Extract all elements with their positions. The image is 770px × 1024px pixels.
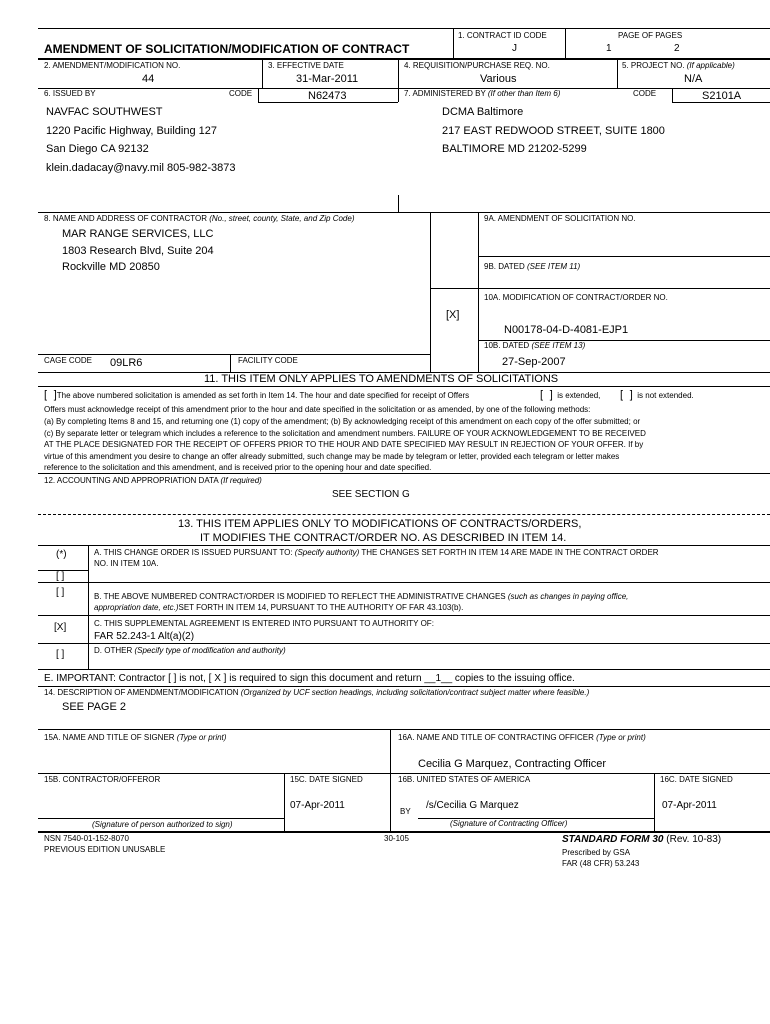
divider [672, 88, 673, 102]
cage-label: CAGE CODE [44, 356, 93, 365]
row-rule [38, 729, 770, 730]
item14-label-text: 14. DESCRIPTION OF AMENDMENT/MODIFICATION [44, 688, 239, 697]
item11-not-extended [620, 389, 694, 401]
item13b-note: (such as changes in paying office, [507, 592, 629, 601]
bracket-right: ] [549, 389, 553, 401]
item11-line1-text: The above numbered solicitation is amended as set forth in Item 14. The hour and date specified for receipt of Offers [56, 391, 470, 400]
contract-id-value: J [512, 43, 517, 54]
item13a-mark: (*) [56, 549, 67, 560]
project-value: N/A [684, 73, 703, 85]
contractor-label-note: (No., street, county, State, and Zip Code) [209, 214, 355, 223]
row-rule [38, 686, 770, 687]
item9b-note: (SEE ITEM 11) [526, 262, 581, 271]
project-label-note: (If applicable) [686, 61, 735, 70]
contractor-line1: MAR RANGE SERVICES, LLC [62, 228, 214, 240]
row-rule [38, 545, 770, 546]
item12-label-text: 12. ACCOUNTING AND APPROPRIATION DATA [44, 476, 219, 485]
item13d-mark: [ ] [56, 649, 65, 660]
divider [390, 729, 391, 832]
contractor-label-text: 8. NAME AND ADDRESS OF CONTRACTOR [44, 214, 207, 223]
row-rule [38, 643, 770, 644]
item13d-note: (Specify type of modification and authority) [134, 646, 286, 655]
divider [654, 773, 655, 832]
item12-value: SEE SECTION G [332, 489, 410, 500]
not-extended-text: is not extended. [637, 391, 694, 400]
bracket-right: ] [629, 389, 633, 401]
item13d-label: D. OTHER [94, 646, 133, 655]
issuer-line2: 1220 Pacific Highway, Building 127 [46, 125, 218, 137]
row-rule [258, 102, 398, 103]
issuer-line3: San Diego CA 92132 [46, 143, 149, 155]
form-title: AMENDMENT OF SOLICITATION/MODIFICATION OF CONTRACT [44, 42, 410, 56]
issuer-line1: NAVFAC SOUTHWEST [46, 106, 163, 118]
row-rule [38, 669, 770, 670]
contract-id-label: 1. CONTRACT ID CODE [458, 31, 547, 40]
row-rule [478, 256, 770, 257]
project-label-text: 5. PROJECT NO. [622, 61, 685, 70]
item11-line7: reference to the solicitation and this amendment, and is received prior to the opening hour and date specified. [44, 463, 432, 472]
contractor-label [44, 214, 355, 223]
footer-far: FAR (48 CFR) 53.243 [562, 859, 640, 868]
row-rule [38, 514, 770, 515]
item15b-label: 15B. CONTRACTOR/OFFEROR [44, 775, 161, 784]
item16a-label [398, 733, 646, 742]
item9b-label [484, 262, 580, 271]
item15a-note: (Type or print) [176, 733, 227, 742]
page-of-pages-label: PAGE OF PAGES [618, 31, 683, 40]
item13a-note: (Specify authority) [294, 548, 360, 557]
code-label: CODE [229, 89, 253, 98]
administered-label-text: 7. ADMINISTERED BY [404, 89, 486, 98]
admin-line3: BALTIMORE MD 21202-5299 [442, 143, 587, 155]
footer-form [562, 834, 721, 845]
item15c-value: 07-Apr-2011 [290, 800, 345, 811]
facility-label: FACILITY CODE [238, 356, 298, 365]
bottom-rule [38, 831, 770, 833]
item13b-note2: appropriation date, etc.) [94, 603, 179, 612]
important-line: E. IMPORTANT: Contractor [ ] is not, [ X ] is required to sign this document and return __1__ copies to the issuing office. [44, 673, 575, 684]
item11-extended [540, 389, 600, 401]
item13a-text: A. THIS CHANGE ORDER IS ISSUED PURSUANT TO: [94, 548, 293, 557]
bracket-left: [ [620, 389, 624, 401]
divider [258, 88, 259, 102]
effective-date-label: 3. EFFECTIVE DATE [268, 61, 344, 70]
item13c-text: C. THIS SUPPLEMENTAL AGREEMENT IS ENTERED INTO PURSUANT TO AUTHORITY OF: [94, 619, 434, 628]
item16a-note: (Type or print) [596, 733, 646, 742]
row-rule [38, 773, 770, 774]
divider [398, 58, 399, 88]
item16-by: BY [400, 807, 411, 816]
divider [565, 28, 566, 58]
row-rule [38, 582, 770, 583]
contractor-line2: 1803 Research Blvd, Suite 204 [62, 245, 214, 257]
cage-value: 09LR6 [110, 357, 143, 369]
row-rule [672, 102, 770, 103]
code-value: N62473 [308, 90, 347, 102]
amendment-no-value: 44 [142, 73, 155, 85]
item11-line5: AT THE PLACE DESIGNATED FOR THE RECEIPT OF OFFERS PRIOR TO THE HOUR AND DATE SPECIFIED MAY RESULT IN REJECTION OF YOUR OFFER. If by [44, 440, 644, 449]
row-rule [38, 212, 770, 213]
item13b-text1 [94, 592, 628, 601]
item16a-label-text: 16A. NAME AND TITLE OF CONTRACTING OFFICER [398, 733, 594, 742]
row-rule [38, 386, 770, 387]
bracket-right: ] [53, 389, 57, 401]
item10a-label: 10A. MODIFICATION OF CONTRACT/ORDER NO. [484, 293, 668, 302]
item13a-rest: THE CHANGES SET FORTH IN ITEM 14 ARE MADE IN THE CONTRACT ORDER [361, 548, 659, 557]
item14-label [44, 688, 589, 697]
item11-line3: (a) By completing Items 8 and 15, and returning one (1) copy of the amendment; (b) By acknowledging receipt of this amendment on each copy of the offer submitted; or [44, 417, 641, 426]
item16-signature: /s/Cecilia G Marquez [426, 800, 519, 811]
item10-checkbox: [X] [446, 309, 460, 321]
item11-line1 [44, 389, 469, 401]
divider [478, 212, 479, 372]
item12-label-note: (If required) [220, 476, 262, 485]
item13a-text1 [94, 548, 659, 557]
administered-label [404, 89, 560, 98]
divider [453, 28, 454, 58]
item10b-value: 27-Sep-2007 [502, 356, 566, 368]
item16c-label: 16C. DATE SIGNED [660, 775, 733, 784]
item10b-note: (SEE ITEM 13) [531, 341, 586, 350]
row-rule [38, 818, 284, 819]
admin-line1: DCMA Baltimore [442, 106, 524, 118]
item13c-mark: [X] [54, 622, 67, 633]
item13b-mark: [ ] [56, 587, 65, 598]
item16-sig-note: (Signature of Contracting Officer) [450, 819, 568, 828]
row-rule [38, 615, 770, 616]
divider [430, 212, 431, 372]
row-rule [38, 473, 770, 474]
footer-form-rev: (Rev. 10-83) [666, 834, 722, 845]
item14-note: (Organized by UCF section headings, including solicitation/contract subject matter where feasible.) [240, 688, 590, 697]
admin-line2: 217 EAST REDWOOD STREET, SUITE 1800 [442, 125, 665, 137]
footer-prescribed: Prescribed by GSA [562, 848, 631, 857]
page-value: 1 [606, 43, 612, 54]
item11-line6: virtue of this amendment you desire to change an offer already submitted, such change may be made by telegram or letter, provided each telegram or letter makes [44, 452, 620, 461]
item15c-label: 15C. DATE SIGNED [290, 775, 363, 784]
top-rule [38, 28, 770, 29]
requisition-value: Various [480, 73, 517, 85]
divider [230, 354, 231, 372]
divider [284, 773, 285, 832]
requisition-label: 4. REQUISITION/PURCHASE REQ. NO. [404, 61, 550, 70]
item13-blank-mark: [ ] [56, 571, 65, 582]
row-rule [430, 288, 770, 289]
divider [617, 58, 618, 88]
item13-title2: IT MODIFIES THE CONTRACT/ORDER NO. AS DESCRIBED IN ITEM 14. [200, 532, 567, 544]
item11-title: 11. THIS ITEM ONLY APPLIES TO AMENDMENTS OF SOLICITATIONS [204, 373, 559, 385]
item10b-label-text: 10B. DATED [484, 341, 530, 350]
contractor-line3: Rockville MD 20850 [62, 261, 160, 273]
item13-title1: 13. THIS ITEM APPLIES ONLY TO MODIFICATIONS OF CONTRACTS/ORDERS, [178, 518, 582, 530]
effective-date-value: 31-Mar-2011 [296, 73, 359, 85]
code2-label: CODE [633, 89, 657, 98]
amendment-no-label: 2. AMENDMENT/MODIFICATION NO. [44, 61, 181, 70]
item10a-value: N00178-04-D-4081-EJP1 [504, 324, 629, 336]
item9b-label-text: 9B. DATED [484, 262, 525, 271]
bracket-left: [ [44, 389, 48, 401]
item11-line2: Offers must acknowledge receipt of this amendment prior to the hour and date specified in the solicitation or as amended, by one of the following methods: [44, 405, 591, 414]
footer-code: 30-105 [384, 834, 409, 843]
header-rule [38, 58, 770, 60]
project-label [622, 61, 735, 70]
item15a-label [44, 733, 226, 742]
item16a-value: Cecilia G Marquez, Contracting Officer [418, 758, 607, 770]
issued-by-label: 6. ISSUED BY [44, 89, 96, 98]
divider [398, 88, 399, 102]
item13c-value: FAR 52.243-1 Alt(a)(2) [94, 631, 195, 642]
footer-form-name: STANDARD FORM 30 [562, 834, 664, 845]
extended-text: is extended, [557, 391, 601, 400]
item13b-text: B. THE ABOVE NUMBERED CONTRACT/ORDER IS MODIFIED TO REFLECT THE ADMINISTRATIVE CHANGES [94, 592, 506, 601]
item12-label [44, 476, 262, 485]
item13b-rest: SET FORTH IN ITEM 14, PURSUANT TO THE AUTHORITY OF FAR 43.103(b). [178, 603, 464, 612]
bracket-left: [ [540, 389, 544, 401]
item10b-label [484, 341, 585, 350]
divider [398, 195, 399, 213]
item16c-value: 07-Apr-2011 [662, 800, 717, 811]
item15-sig-note: (Signature of person authorized to sign) [92, 820, 233, 829]
item13b-text2 [94, 603, 463, 612]
item13a-text2: NO. IN ITEM 10A. [94, 559, 159, 568]
pages-value: 2 [674, 43, 680, 54]
divider [262, 58, 263, 88]
divider [88, 545, 89, 669]
item14-value: SEE PAGE 2 [62, 701, 126, 713]
item16b-label: 16B. UNITED STATES OF AMERICA [398, 775, 531, 784]
item11-line4: (c) By separate letter or telegram which includes a reference to the solicitation and amendment numbers. FAILURE OF YOUR ACKNOWLEDGEMENT TO BE RECEIVED [44, 429, 646, 438]
issuer-line4: klein.dadacay@navy.mil 805-982-3873 [46, 162, 236, 174]
item9a-label: 9A. AMENDMENT OF SOLICITATION NO. [484, 214, 636, 223]
footer-previous: PREVIOUS EDITION UNUSABLE [44, 845, 166, 854]
row-rule [38, 354, 430, 355]
item15a-label-text: 15A. NAME AND TITLE OF SIGNER [44, 733, 175, 742]
item13d-text [94, 646, 286, 655]
code2-value: S2101A [702, 90, 742, 102]
administered-note: (If other than Item 6) [487, 89, 561, 98]
footer-nsn: NSN 7540-01-152-8070 [44, 834, 129, 843]
